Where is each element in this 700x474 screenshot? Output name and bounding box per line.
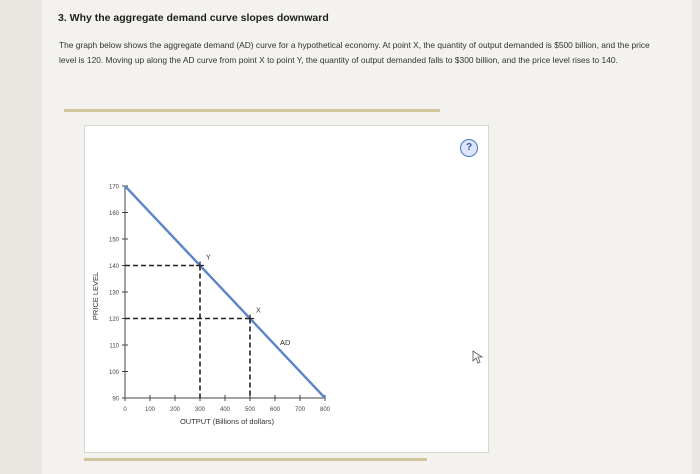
y-tick-label: 130: [108, 290, 119, 297]
top-divider: [64, 109, 440, 112]
bottom-divider: [84, 458, 427, 461]
question-text: The graph below shows the aggregate demand (AD) curve for a hypothetical economy. At point X, the quantity of output demanded is $500 billion, and the price level is 120. Moving up along the AD curve from point X to point Y, the quantity of output demanded falls to $300 billion, and the price level rises to 140.: [59, 40, 650, 65]
x-axis-label: OUTPUT (Billions of dollars): [179, 417, 275, 426]
y-tick-label: 160: [108, 211, 119, 217]
x-tick-label: 800: [319, 407, 331, 413]
graph-panel: [84, 125, 489, 453]
y-axis-label: PRICE LEVEL: [91, 271, 100, 321]
point-label: X: [256, 307, 261, 315]
question-page: [42, 0, 692, 474]
x-tick-label: 600: [269, 407, 281, 413]
y-tick-label: 110: [109, 343, 119, 350]
x-tick-label: 0: [123, 407, 127, 413]
ad-curve-label: AD: [280, 338, 291, 347]
point-label: Y: [206, 254, 211, 262]
y-tick-label: 120: [108, 317, 119, 323]
question-title: 3. Why the aggregate demand curve slopes downward: [58, 12, 329, 24]
ad-chart: [85, 126, 488, 452]
x-tick-label: 300: [194, 407, 206, 413]
x-tick-label: 200: [169, 407, 181, 413]
mouse-cursor-icon: [472, 350, 484, 364]
x-tick-label: 500: [244, 407, 256, 413]
y-tick-label: 170: [108, 184, 119, 191]
y-tick-label: 100: [108, 370, 119, 376]
x-tick-label: 100: [144, 407, 156, 413]
x-tick-label: 400: [219, 407, 231, 413]
y-tick-label: 90: [112, 396, 119, 403]
help-button[interactable]: ?: [460, 139, 478, 157]
y-tick-label: 150: [108, 237, 119, 244]
x-tick-label: 700: [294, 407, 306, 413]
y-tick-label: 140: [108, 264, 119, 270]
